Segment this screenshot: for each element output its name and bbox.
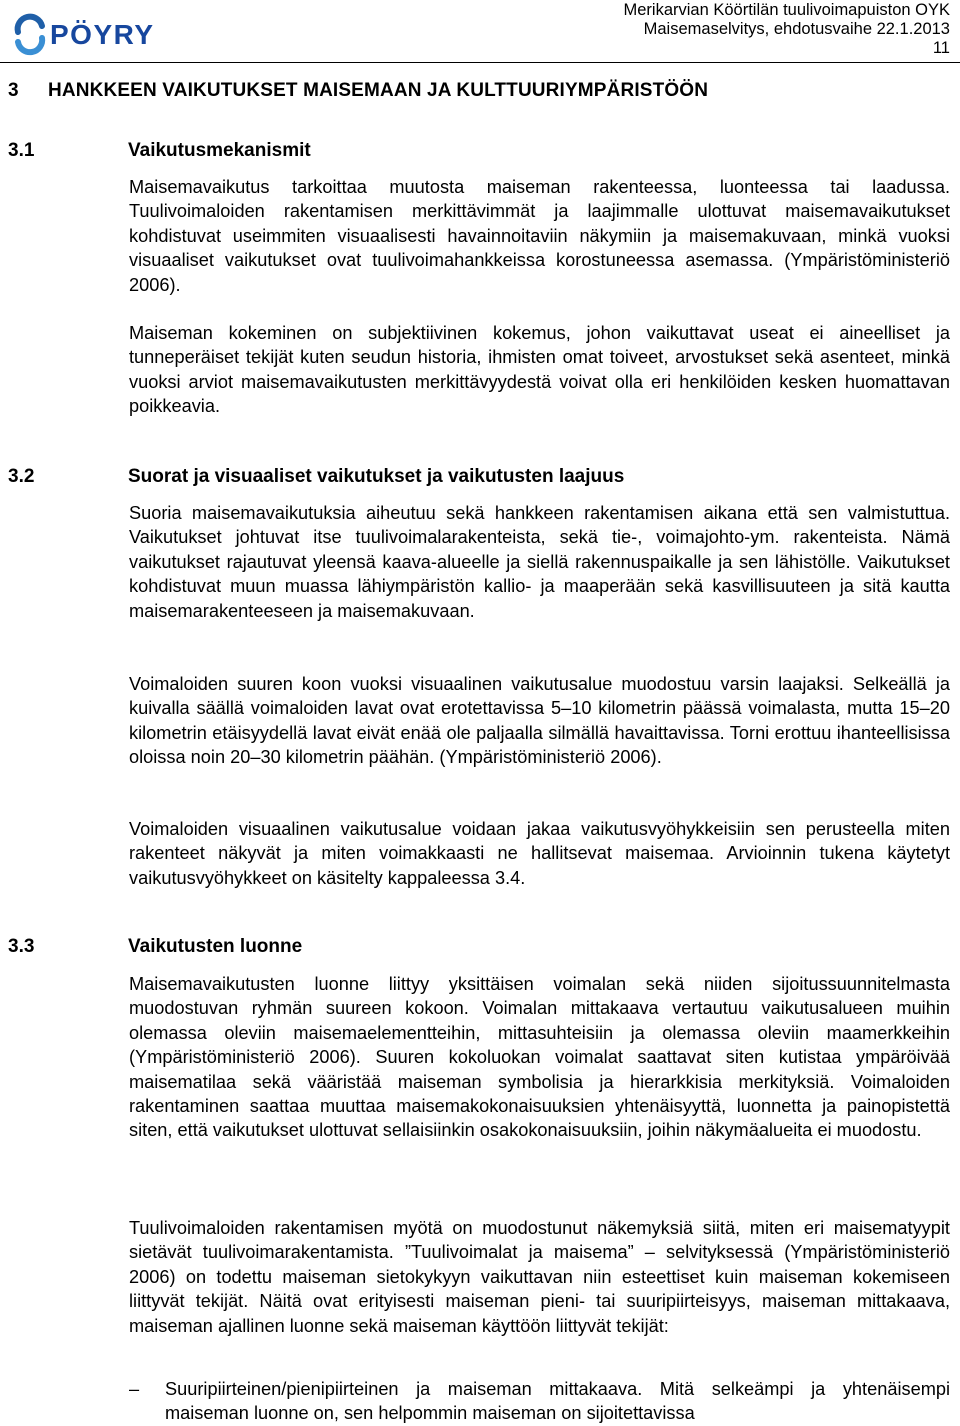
section-3-heading [8, 80, 708, 102]
section-3-2-heading [8, 466, 624, 488]
header-document: Maisemaselvitys, ehdotusvaihe 22.1.2013 [643, 20, 950, 38]
section-3-3-title: Vaikutusten luonne [128, 936, 303, 957]
section-3-number: 3 [8, 80, 19, 101]
bullet-dash: – [129, 1379, 140, 1399]
section-3-2-paragraph-2: Voimaloiden suuren koon vuoksi visuaalinen vaikutusalue muodostuu varsin laajaksi. Selkeällä ja kuivalla säällä voimaloiden lavat ovat erotettavissa 5–10 kilometrin päässä voimalasta, mutta 15–20 kilometrin etäisyydellä lavat eivät enää ole paljaalla silmällä havaittavissa. Torni erottuu ihanteellisissa oloissa noin 20–30 kilometrin päähän. (Ympäristöministeriö 2006). [129, 674, 950, 768]
section-3-3-paragraph-2: Tuulivoimaloiden rakentamisen myötä on muodostunut näkemyksiä siitä, miten eri maisematyypit sietävät tuulivoimarakentamista. ”Tuulivoimalat ja maisema” – selvityksessä (Ympäristöministeriö 2006) on todettu maiseman sietokykyyn vaikuttavan niin esteettiset kuin maiseman kokemiseen liittyvät tekijät. Näitä ovat erityisesti maiseman pieni- tai suuripiirteisyys, maiseman mittakaava, maiseman ajallinen luonne sekä maiseman käyttöön liittyvät tekijät: [129, 1218, 950, 1336]
section-3-3-paragraph-1: Maisemavaikutusten luonne liittyy yksittäisen voimalan sekä niiden sijoitussuunnitelmasta muodostuvan ryhmän suureen kokoon. Voimalan mittakaava vertautuu vaikutusalueen muihin olemassa oleviin maisemaelementteihin, mittasuhteisiin ja olemassa oleviin maamerkkeihin (Ympäristöministeriö 2006). Suuren kokoluokan voimalat saattavat siten kutistaa ympäröivää maisematilaa sekä vääristää maiseman symbolisia ja hierarkkisia merkityksiä. Voimaloiden rakentaminen saattaa muuttaa maisemakokonaisuuksien yhtenäisyyttä, luonnetta ja painopistettä siten, että vaikutukset ulottuvat sellaisiinkin osakokonaisuuksiin, joihin näkymäalueita ei muodostu. [129, 974, 950, 1141]
list-item-text: Suuripiirteinen/pienipiirteinen ja maiseman mittakaava. Mitä selkeämpi ja yhtenäisempi maiseman luonne on, sen helpommin maiseman on sijoitettavissa [165, 1379, 950, 1424]
list-item [129, 1377, 950, 1426]
section-3-3-number: 3.3 [8, 936, 35, 957]
header-divider [0, 62, 960, 63]
section-3-3-heading [8, 936, 302, 958]
section-3-1-heading [8, 140, 311, 162]
section-3-2-paragraph-1: Suoria maisemavaikutuksia aiheutuu sekä hankkeen rakentamisen aikana että sen valmistuttua. Vaikutukset johtuvat itse tuulivoimalarakenteista, sekä tie-, voimajohto-ym. rakenteista. Nämä vaikutukset rajautuvat yleensä kaava-alueelle ja siellä rakennuspaikalle ja sen lähistölle. Vaikutukset kohdistuvat muun muassa lähiympäristön kallio- ja maaperään sekä kasvillisuuteen ja sitä kautta maisemarakenteeseen ja maisemakuvaan. [129, 503, 950, 621]
section-3-1-paragraph-1: Maisemavaikutus tarkoittaa muutosta maiseman rakenteessa, luonteessa tai laadussa. Tuulivoimaloiden rakentamisen merkittävimmät ja laajimmalle ulottuvat maisemavaikutukset kohdistuvat useimmiten visuaalisesti havainnoitaviin näkymiin ja maisemakuvaan, minkä vuoksi visuaaliset vaikutukset ovat tuulivoimahankkeissa korostuneessa asemassa. (Ympäristöministeriö 2006). [129, 177, 950, 295]
page-header [0, 0, 960, 64]
section-3-1-title: Vaikutusmekanismit [128, 140, 311, 161]
page-number: 11 [932, 39, 950, 57]
header-project: Merikarvian Köörtilän tuulivoimapuiston OYK [623, 1, 950, 19]
logo-text: PÖYRY [50, 19, 155, 50]
poyry-logo [12, 10, 202, 58]
section-3-title: HANKKEEN VAIKUTUKSET MAISEMAAN JA KULTTUURIYMPÄRISTÖÖN [48, 80, 709, 101]
section-3-1-number: 3.1 [8, 140, 35, 161]
section-3-2-paragraph-3: Voimaloiden visuaalinen vaikutusalue voidaan jakaa vaikutusvyöhykkeisiin sen perusteella miten rakenteet näkyvät ja miten voimakkaasti ne hallitsevat maisemaa. Arvioinnin tukena käytetyt vaikutusvyöhykkeet on käsitelty kappaleessa 3.4. [129, 819, 950, 888]
section-3-1-paragraph-2: Maiseman kokeminen on subjektiivinen kokemus, johon vaikuttavat useat ei aineelliset ja tunneperäiset tekijät kuten seudun historia, ihmisten omat toiveet, arvostukset sekä asenteet, minkä vuoksi arviot maisemavaikutusten merkittävyydestä voivat olla eri henkilöiden kesken huomattavan poikkeavia. [129, 323, 950, 417]
section-3-2-number: 3.2 [8, 466, 35, 487]
section-3-2-title: Suorat ja visuaaliset vaikutukset ja vaikutusten laajuus [128, 466, 625, 487]
header-info [624, 1, 950, 58]
